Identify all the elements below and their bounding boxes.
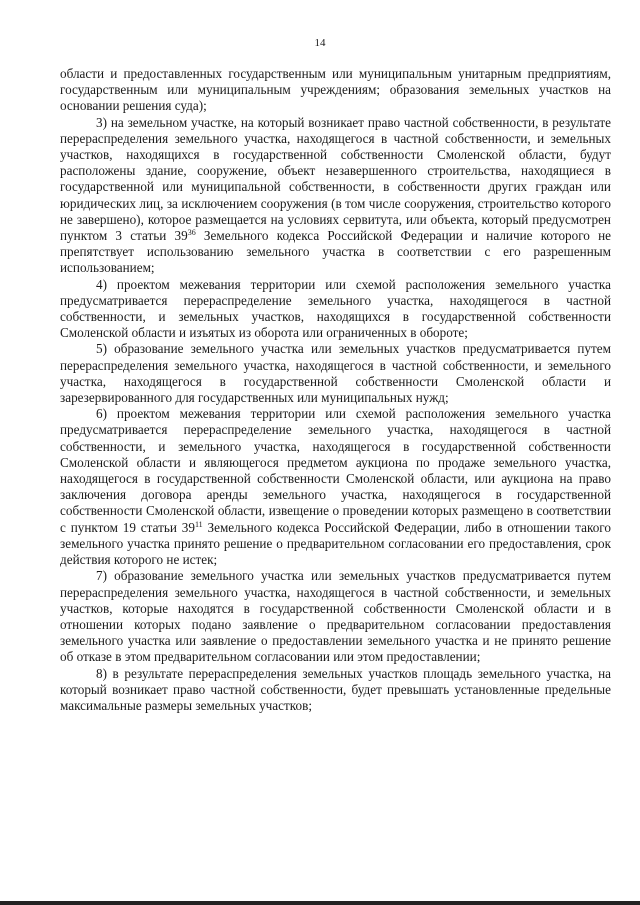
text-run: 8) в результате перераспределения земельных участков площадь земельного участка, на который возникает право частной собственности, будет превышать установленные предельные максимальные размеры земельных участков; bbox=[60, 665, 611, 713]
page-number: 14 bbox=[314, 37, 326, 49]
superscript: 11 bbox=[194, 519, 203, 529]
text-run: 3) на земельном участке, на который возникает право частной собственности, в результате перераспределения земельного участка, находящегося в частной собственности, и земельных участков, находящихся в государственной собственности Смоленской области, будут расположены здание, сооружение, объект незавершенного строительства, находящиеся в государственной или муниципальной собственности, в собственности других граждан или юридических лиц, за исключением сооружения (в том числе сооружения, строительство которого не завершено), которое размещается на условиях сервитута, или объекта, который предусмотрен пунктом 3 статьи 39 bbox=[60, 114, 611, 244]
paragraph-p4 bbox=[60, 277, 611, 342]
text-run: области и предоставленных государственным или муниципальным унитарным предприятиям, государственным или муниципальным учреждениям; образования земельных участков на основании решения суда); bbox=[60, 66, 611, 114]
paragraph-p5 bbox=[60, 341, 611, 406]
text-run: Земельного кодекса Российской Федерации, либо в отношении такого земельного участка принято решение о предварительном согласовании его предоставления, срок действия которого не истек; bbox=[60, 519, 611, 568]
paragraph-p6 bbox=[60, 406, 611, 568]
paragraph-p7 bbox=[60, 568, 611, 665]
page-bottom-edge bbox=[0, 901, 640, 905]
text-run: 5) образование земельного участка или земельных участков предусматривается путем перераспределения земельного участка, находящегося в частной собственности, и земельного участка, находящегося в государственной собственности Смоленской области и зарезервированного для государственных или муниципальных нужд; bbox=[60, 341, 611, 406]
paragraph-p8 bbox=[60, 666, 611, 715]
paragraph-p3 bbox=[60, 115, 611, 277]
text-run: 4) проектом межевания территории или схемой расположения земельного участка предусматривается перераспределение земельного участка, находящегося в частной собственности, и земельных участков, находящихся в государственной собственности Смоленской области и изъятых из оборота или ограниченных в обороте; bbox=[60, 276, 611, 341]
text-run: 6) проектом межевания территории или схемой расположения земельного участка предусматривается перераспределение земельного участка, находящегося в частной собственности, и земельного участка, находящегося в государственной собственности Смоленской области и являющегося предметом аукциона по продаже земельного участка, находящегося в государственной собственности Смоленской области, или аукциона на право заключения договора аренды земельного участка, находящегося в государственной собственности Смоленской области, извещение о проведении которых размещено в соответствии с пунктом 19 статьи 39 bbox=[60, 406, 611, 535]
superscript: 36 bbox=[187, 228, 196, 238]
document-body bbox=[60, 66, 611, 714]
text-run: Земельного кодекса Российской Федерации и наличие которого не препятствует использованию земельного участка в соответствии с его разрешенным использованием; bbox=[60, 228, 612, 276]
text-run: 7) образование земельного участка или земельных участков предусматривается путем перераспределения земельного участка, находящегося в частной собственности, и земельных участков, которые находятся в государственной собственности Смоленской области и в отношении которых подано заявление о предварительном согласовании предоставления земельного участка или заявление о предоставлении земельного участка и не принято решение об отказе в этом предварительном согласовании или этом предоставлении; bbox=[60, 568, 611, 665]
paragraph-p0 bbox=[60, 66, 611, 115]
